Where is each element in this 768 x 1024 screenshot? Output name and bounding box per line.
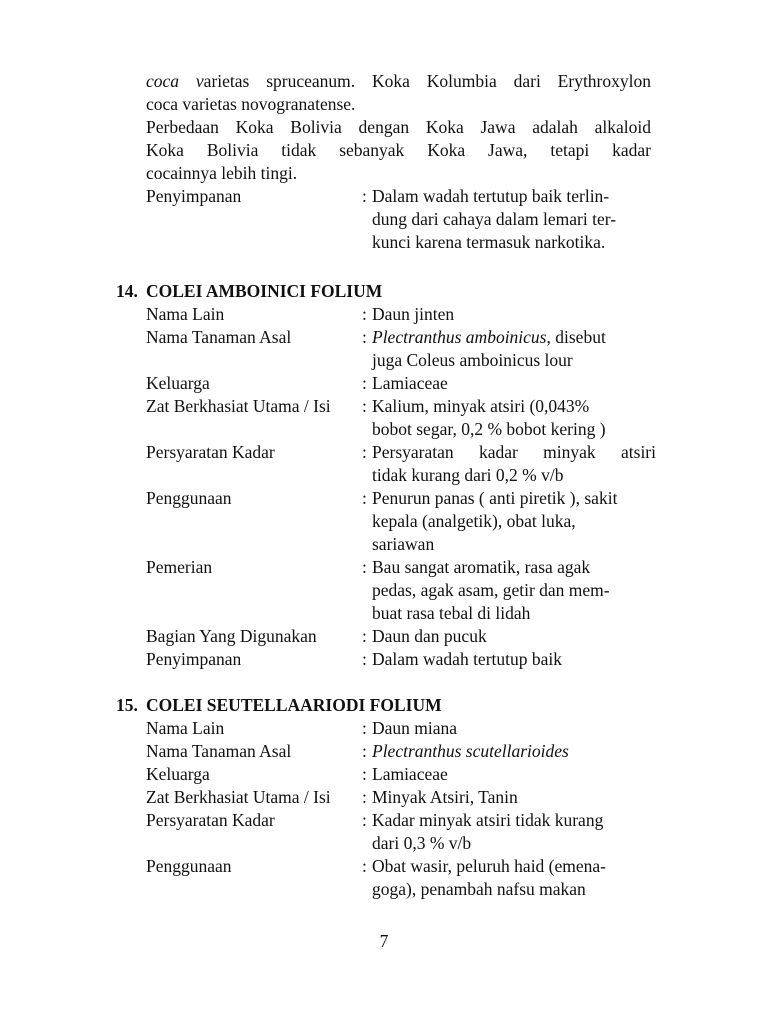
field-value: Daun miana xyxy=(372,718,458,738)
value-line: tidak kurang dari 0,2 % v/b xyxy=(372,465,564,485)
colon: : xyxy=(362,327,367,347)
value-line: bobot segar, 0,2 % bobot kering ) xyxy=(372,419,606,439)
intro-italic-text: coca v xyxy=(146,71,204,91)
value-line: Persyaratan kadar minyak atsiri xyxy=(372,442,656,462)
row-keluarga xyxy=(146,372,656,395)
field-value xyxy=(372,441,656,487)
value-line: Kalium, minyak atsiri (0,043% xyxy=(372,396,590,416)
colon: : xyxy=(362,718,367,738)
field-value: Lamiaceae xyxy=(372,764,448,784)
field-value xyxy=(372,326,656,372)
value-line: Obat wasir, peluruh haid (emena- xyxy=(372,856,607,876)
value-line: pedas, agak asam, getir dan mem- xyxy=(372,580,610,600)
row-penggunaan xyxy=(146,487,656,556)
field-value: Daun jinten xyxy=(372,304,455,324)
field-label: Nama Tanaman Asal xyxy=(146,327,292,347)
species-name: Plectranthus scutellarioides xyxy=(372,741,569,761)
field-label: Nama Lain xyxy=(146,718,225,738)
field-label: Penyimpanan xyxy=(146,186,242,206)
row-bagian-digunakan xyxy=(146,625,656,648)
row-tanaman-asal xyxy=(146,326,656,372)
field-value: Daun dan pucuk xyxy=(372,626,487,646)
intro-block xyxy=(146,70,651,254)
value-line: kepala (analgetik), obat luka, xyxy=(372,511,576,531)
field-label: Zat Berkhasiat Utama / Isi xyxy=(146,396,331,416)
colon: : xyxy=(362,186,367,206)
field-value xyxy=(372,185,651,254)
field-label: Nama Tanaman Asal xyxy=(146,741,292,761)
section-15 xyxy=(116,694,656,901)
field-label: Persyaratan Kadar xyxy=(146,810,275,830)
para2-line-2: Koka Bolivia tidak sebanyak Koka Jawa, tetapi kadar xyxy=(146,140,651,160)
field-value: Dalam wadah tertutup baik xyxy=(372,649,563,669)
field-label: Zat Berkhasiat Utama / Isi xyxy=(146,787,331,807)
value-line xyxy=(372,326,656,349)
field-value xyxy=(372,809,656,855)
colon: : xyxy=(362,557,367,577)
value-line: Kadar minyak atsiri tidak kurang xyxy=(372,810,604,830)
field-value: Lamiaceae xyxy=(372,373,448,393)
field-label: Penggunaan xyxy=(146,856,232,876)
field-label: Bagian Yang Digunakan xyxy=(146,626,317,646)
section-14 xyxy=(116,280,656,671)
row-penyimpanan xyxy=(146,648,656,671)
row-pemerian xyxy=(146,556,656,625)
field-value xyxy=(372,487,656,556)
para2-line-1: Perbedaan Koka Bolivia dengan Koka Jawa adalah alkaloid xyxy=(146,117,651,137)
colon: : xyxy=(362,787,367,807)
row-zat-berkhasiat xyxy=(146,395,656,441)
intro-line-1 xyxy=(146,70,651,93)
intro-storage-row xyxy=(146,185,651,254)
row-keluarga xyxy=(146,763,656,786)
colon: : xyxy=(362,741,367,761)
intro-line-2: coca varietas novogranatense. xyxy=(146,94,356,114)
value-line: dung dari cahaya dalam lemari ter- xyxy=(372,209,617,229)
section-body xyxy=(146,717,656,901)
section-number: 14. xyxy=(116,281,138,301)
section-body xyxy=(146,303,656,671)
row-penggunaan xyxy=(146,855,656,901)
field-label: Persyaratan Kadar xyxy=(146,442,275,462)
row-zat-berkhasiat xyxy=(146,786,656,809)
field-value xyxy=(372,395,656,441)
section-title: COLEI SEUTELLAARIODI FOLIUM xyxy=(146,695,442,715)
intro-line-1-rest: arietas spruceanum. Koka Kolumbia dari Erythroxylon xyxy=(203,71,651,91)
section-heading xyxy=(116,694,656,717)
row-nama-lain xyxy=(146,717,656,740)
colon: : xyxy=(362,488,367,508)
field-value xyxy=(372,855,656,901)
field-label: Penyimpanan xyxy=(146,649,242,669)
row-tanaman-asal xyxy=(146,740,656,763)
section-number: 15. xyxy=(116,695,138,715)
value-line: sariawan xyxy=(372,534,435,554)
para2-line-3: cocainnya lebih tingi. xyxy=(146,163,298,183)
value-line: buat rasa tebal di lidah xyxy=(372,603,531,623)
row-persyaratan-kadar xyxy=(146,441,656,487)
field-label: Keluarga xyxy=(146,373,210,393)
colon: : xyxy=(362,649,367,669)
species-name: Plectranthus amboinicus xyxy=(372,327,547,347)
value-line: Bau sangat aromatik, rasa agak xyxy=(372,557,591,577)
section-heading xyxy=(116,280,656,303)
value-line: Penurun panas ( anti piretik ), sakit xyxy=(372,488,618,508)
value-text: , disebut xyxy=(546,327,606,347)
value-line: Dalam wadah tertutup baik terlin- xyxy=(372,186,610,206)
field-label: Nama Lain xyxy=(146,304,225,324)
value-line: juga Coleus amboinicus lour xyxy=(372,350,573,370)
field-label: Penggunaan xyxy=(146,488,232,508)
value-line: dari 0,3 % v/b xyxy=(372,833,472,853)
field-label: Keluarga xyxy=(146,764,210,784)
row-persyaratan-kadar xyxy=(146,809,656,855)
colon: : xyxy=(362,304,367,324)
colon: : xyxy=(362,764,367,784)
field-label: Pemerian xyxy=(146,557,213,577)
field-value xyxy=(372,740,656,763)
row-nama-lain xyxy=(146,303,656,326)
section-title: COLEI AMBOINICI FOLIUM xyxy=(146,281,383,301)
colon: : xyxy=(362,396,367,416)
value-line: kunci karena termasuk narkotika. xyxy=(372,232,606,252)
colon: : xyxy=(362,442,367,462)
value-line: goga), penambah nafsu makan xyxy=(372,879,586,899)
colon: : xyxy=(362,810,367,830)
page-number: 7 xyxy=(379,931,389,951)
colon: : xyxy=(362,626,367,646)
colon: : xyxy=(362,373,367,393)
field-value xyxy=(372,556,656,625)
field-value: Minyak Atsiri, Tanin xyxy=(372,787,518,807)
colon: : xyxy=(362,856,367,876)
